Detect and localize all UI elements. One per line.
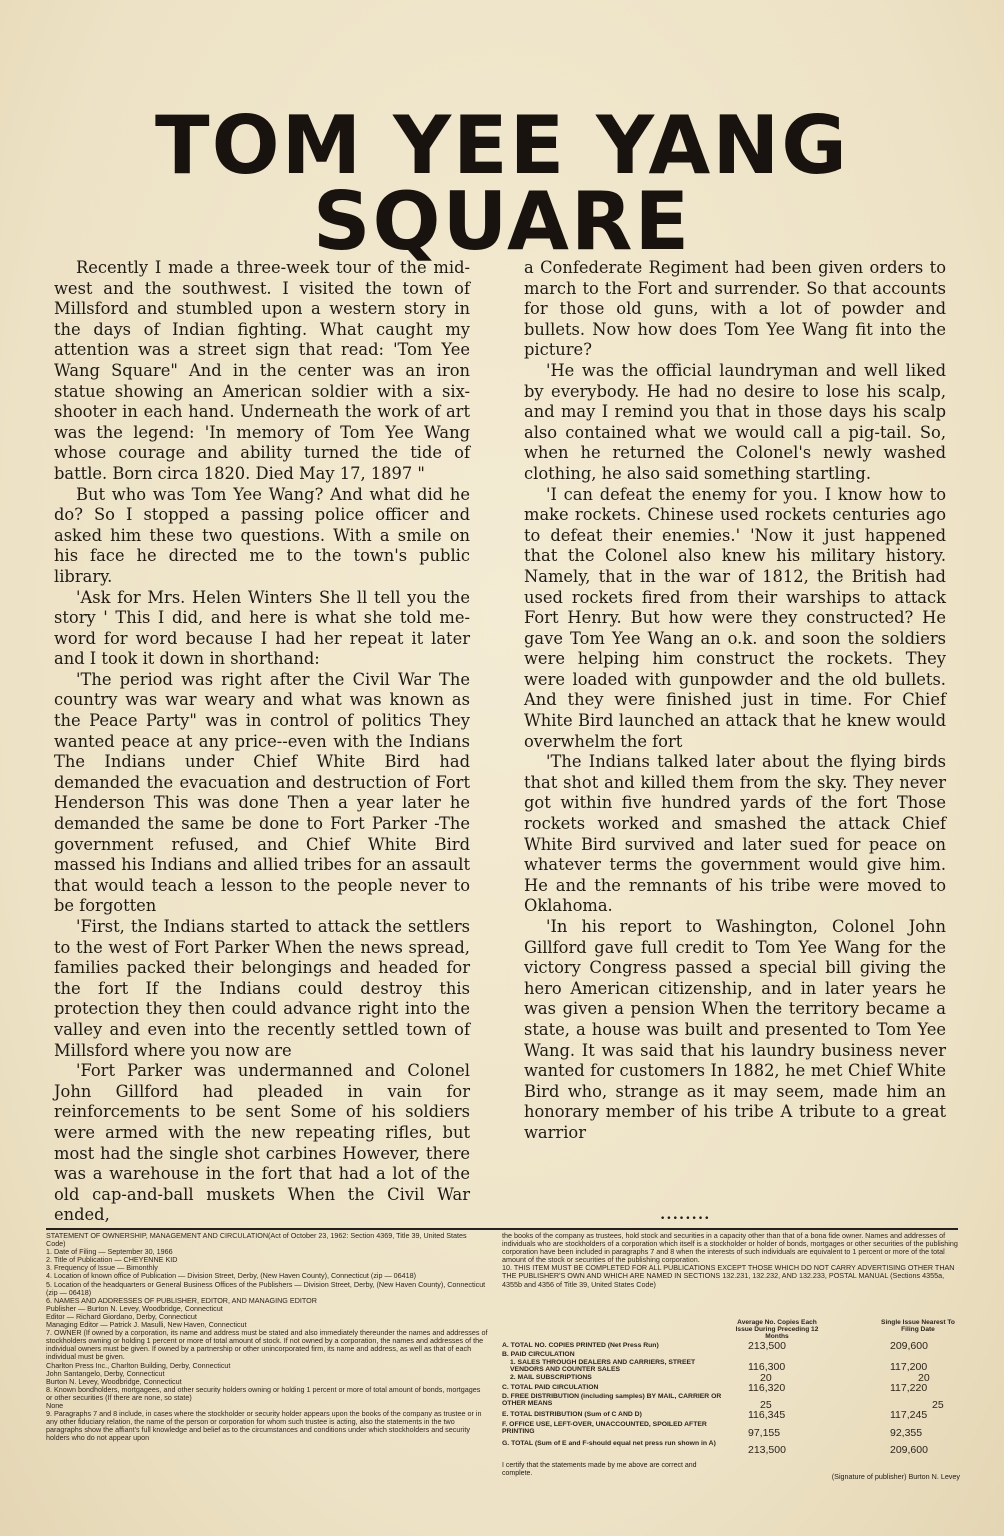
header-single-issue: Single Issue Nearest To Filing Date	[881, 1319, 955, 1333]
statement-line: 8. Known bondholders, mortgagees, and other security holders owning or holding 1 percent or more of total amount of bonds, mortgages or other securities (If there are none, so state)	[46, 1384, 481, 1402]
statement-line: Burton N. Levey, Woodbridge, Connecticut	[46, 1376, 182, 1386]
row-single: 209,600	[890, 1444, 928, 1456]
row-label: F. OFFICE USE, LEFT-OVER, UNACCOUNTED, SPOILED AFTER PRINTING	[502, 1421, 707, 1435]
row-label: G. TOTAL (Sum of E and F-should equal net press run shown in A)	[502, 1440, 716, 1447]
table-row	[502, 1421, 958, 1439]
row-single: 20	[918, 1372, 930, 1384]
paragraph: 'In his report to Washington, Colonel John Gillford gave full credit to Tom Yee Wang for the victory Congress passed a special bill giving the hero American citizenship, and in later years he was given a pension When the territory became a state, a house was built and presented to Tom Yee Wang. It was said that his laundry business never wanted for customers In 1882, he met Chief White Bird who, strange as it may seem, made him an honorary member of his tribe A tribute to a great warrior	[524, 917, 946, 1142]
statement-line: 7. OWNER (If owned by a corporation, its name and address must be stated and also immediately thereunder the names and addresses of stockholders owning or holding 1 percent or more of total amount of stock. If not owned by a corporation, the names and addresses of the individual owners must be given. If owned by a partnership or other unincorporated firm, its name and address, as well as that of each individual must be given.	[46, 1328, 488, 1362]
row-avg: 97,155	[748, 1427, 781, 1439]
statement-line: Managing Editor — Patrick J. Masulli, New Haven, Connecticut	[46, 1320, 247, 1330]
statement-line: None	[46, 1400, 64, 1410]
publisher-signature: (Signature of publisher) Burton N. Levey	[831, 1472, 960, 1481]
end-separator: ••••••••	[660, 1214, 711, 1224]
right-text-column	[524, 258, 946, 1144]
row-label: B. PAID CIRCULATION	[502, 1351, 575, 1358]
story-title	[100, 99, 904, 268]
row-single: 209,600	[890, 1340, 928, 1352]
row-label: 2. MAIL SUBSCRIPTIONS	[510, 1374, 592, 1381]
row-single: 92,355	[890, 1427, 923, 1439]
row-single: 117,200	[890, 1361, 928, 1373]
paragraph: 'Fort Parker was undermanned and Colonel John Gillford had pleaded in vain for reinforcements to be sent Some of his soldiers were armed with the new repeating rifles, but most had the single shot carbines However, there was a warehouse in the fort that had a lot of the old cap-and-ball muskets When the Civil War ended,	[54, 1061, 470, 1225]
left-text-column	[54, 258, 470, 1226]
statement-line: John Santangelo, Derby, Connecticut	[46, 1368, 165, 1378]
statement-line: 6. NAMES AND ADDRESSES OF PUBLISHER, EDITOR, AND MANAGING EDITOR	[46, 1295, 317, 1305]
row-avg: 116,345	[748, 1409, 786, 1421]
statement-line: 10. THIS ITEM MUST BE COMPLETED FOR ALL PUBLICATIONS EXCEPT THOSE WHICH DO NOT CARRY ADVERTISING OTHER THAN THE PUBLISHER'S OWN AND WHICH ARE NAMED IN SECTIONS 132.231, 132.232, AND 132.233, POSTAL MANUAL (Sections 4355a, 4355b and 4356 of Title 39, United States Code)	[502, 1263, 955, 1289]
statement-line: Charlton Press Inc., Charlton Building, Derby, Connecticut	[46, 1360, 231, 1370]
paragraph: But who was Tom Yee Wang? And what did he do? So I stopped a passing police officer and asked him these two questions. With a smile on his face he directed me to the town's public library.	[54, 484, 470, 586]
paragraph: a Confederate Regiment had been given orders to march to the Fort and surrender. So that accounts for those old guns, with a lot of powder and bullets. Now how does Tom Yee Wang fit into the picture?	[524, 258, 946, 360]
row-avg: 20	[760, 1372, 772, 1384]
row-avg: 213,500	[748, 1340, 786, 1352]
statement-line: STATEMENT OF OWNERSHIP, MANAGEMENT AND CIRCULATION(Act of October 23, 1962: Section 4369, Title 39, United States Code)	[46, 1231, 467, 1249]
paragraph: 'The period was right after the Civil War The country was war weary and what was known as the Peace Party" was in control of politics They wanted peace at any price--even with the Indians The Indians under Chief White Bird had demanded the evacuation and destruction of Fort Henderson This was done Then a year later he demanded the same be done to Fort Parker -The government refused, and Chief White Bird massed his Indians and allied tribes for an assault that would teach a lesson to the people never to be forgotten	[54, 669, 470, 916]
table-row	[502, 1440, 958, 1456]
row-label: D. FREE DISTRIBUTION (including samples) BY MAIL, CARRIER OR OTHER MEANS	[502, 1393, 722, 1407]
row-label: E. TOTAL DISTRIBUTION (Sum of C AND D)	[502, 1411, 642, 1418]
paragraph: 'Ask for Mrs. Helen Winters She ll tell you the story ' This I did, and here is what she told me-word for word because I had her repeat it later and I took it down in shorthand:	[54, 587, 470, 669]
row-single: 25	[932, 1399, 944, 1411]
row-avg: 116,300	[748, 1361, 786, 1373]
row-label: A. TOTAL NO. COPIES PRINTED (Net Press Run)	[502, 1342, 659, 1349]
statement-line: Editor — Richard Giordano, Derby, Connecticut	[46, 1311, 197, 1321]
ownership-statement-left	[46, 1232, 488, 1442]
header-average: Average No. Copies Each Issue During Preceding 12 Months	[735, 1319, 819, 1340]
statement-line: 5. Location of the headquarters or General Business Offices of the Publishers — Division Street, Derby, (New Haven County), Connecticut (zip — 06418)	[46, 1279, 486, 1297]
paragraph: 'The Indians talked later about the flying birds that shot and killed them from the sky. They never got within five hundred yards of the fort Those rockets worked and smashed the attack Chief White Bird survived and later sued for peace on whatever terms the government would give him. He and the remnants of his tribe were moved to Oklahoma.	[524, 752, 946, 916]
title-line-2: SQUARE	[312, 175, 692, 268]
paragraph: Recently I made a three-week tour of the mid-west and the southwest. I visited the town of Millsford and stumbled upon a western story in the days of Indian fighting. What caught my attention was a street sign that read: 'Tom Yee Wang Square" And in the center was an iron statue showing an American soldier with a six-shooter in each hand. Underneath the work of art was the legend: 'In memory of Tom Yee Wang whose courage and ability turned the tide of battle. Born circa 1820. Died May 17, 1897 "	[54, 258, 470, 483]
paragraph: 'I can defeat the enemy for you. I know how to make rockets. Chinese used rockets centuries ago to defeat their enemies.' 'Now it just happened that the Colonel also knew his military history. Namely, that in the war of 1812, the British had used rockets fired from their warships to attack Fort Henry. But how were they constructed? He gave Tom Yee Wang an o.k. and soon the soldiers were helping him construct the rockets. They were loaded with gunpowder and the old bullets. And they were finished just in time. For Chief White Bird launched an attack that he knew would overwhelm the fort	[524, 484, 946, 751]
certification-text: I certify that the statements made by me above are correct and complete.	[502, 1462, 697, 1477]
ownership-statement-right	[502, 1232, 958, 1289]
row-label: 1. SALES THROUGH DEALERS AND CARRIERS, STREET VENDORS AND COUNTER SALES	[510, 1359, 696, 1373]
table-row	[502, 1359, 958, 1371]
table-row	[502, 1393, 958, 1411]
row-avg: 25	[760, 1399, 772, 1411]
paragraph: 'First, the Indians started to attack the settlers to the west of Fort Parker When the news spread, families packed their belongings and headed for the fort If the Indians could destroy this protection they then could advance right into the valley and even into the recently settled town of Millsford where you now are	[54, 917, 470, 1060]
statement-line: 1. Date of Filing — September 30, 1966	[46, 1247, 173, 1257]
statement-line: Publisher — Burton N. Levey, Woodbridge, Connecticut	[46, 1303, 223, 1313]
row-single: 117,220	[890, 1382, 928, 1394]
title-line-1: TOM YEE YANG	[155, 99, 849, 192]
row-avg: 116,320	[748, 1382, 786, 1394]
row-single: 117,245	[890, 1409, 928, 1421]
statement-line: 4. Location of known office of Publication — Division Street, Derby, (New Haven County), Connecticut (zip — 06418)	[46, 1271, 417, 1281]
divider	[46, 1228, 958, 1230]
statement-line: 3. Frequency of Issue — Bimonthly	[46, 1263, 158, 1273]
statement-line: 2. Title of Publication — CHEYENNE KID	[46, 1255, 178, 1265]
paragraph: 'He was the official laundryman and well liked by everybody. He had no desire to lose his scalp, and may I remind you that in those days his scalp also contained what we would call a pig-tail. So, when he returned the Colonel's newly washed clothing, he also said something startling.	[524, 360, 946, 483]
row-avg: 213,500	[748, 1444, 786, 1456]
statement-line: the books of the company as trustees, hold stock and securities in a capacity other than that of a bona fide owner. Names and addresses of individuals who are stockholders of a corporation which itself is a stockholder or holder of bonds, mortgages or other securities of the publishing corporation have been included in paragraphs 7 and 8 when the interests of such individuals are equivalent to 1 percent or more of the total amount of the stock or securities of the publishing corporation.	[502, 1231, 958, 1265]
row-label: C. TOTAL PAID CIRCULATION	[502, 1384, 599, 1391]
statement-line: 9. Paragraphs 7 and 8 include, in cases where the stockholder or security holder appears upon the books of the company as trustee or in any other fiduciary relation, the name of the person or corporation for whom such trustee is acting, also the statements in the two paragraphs show the affiant's full knowledge and belief as to the circumstances and conditions under which stockholders and security holders who do not appear upon	[46, 1409, 482, 1443]
